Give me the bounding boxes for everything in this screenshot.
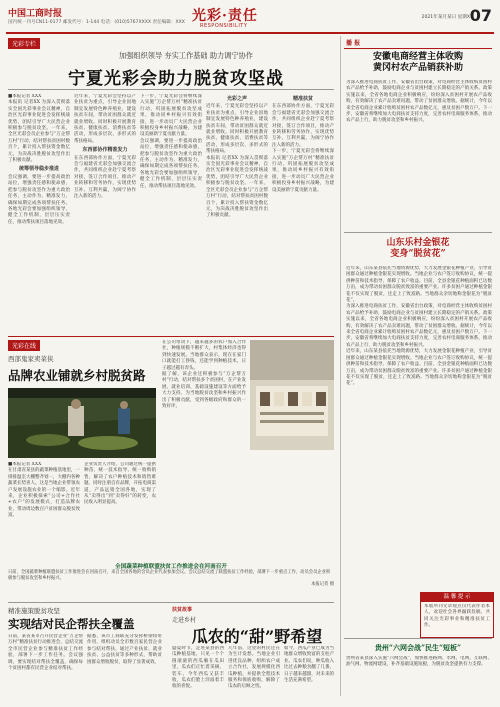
middle-kicker: 西部鬼家卖菜侠: [8, 355, 54, 363]
top-byline: ■本报记者 XXX: [8, 94, 42, 99]
middle-col-3: [162, 340, 246, 450]
meeting-photo: [250, 340, 334, 450]
middle-byline: ■本报记者 XXX: [8, 462, 42, 467]
top-body-3b: 近年来，宁夏光彩会坚持以产业扶贫为重点，引导企业因地制宜发展特色种养殖业，建设扶贫车间，带动贫困群众就近就业增收。同时积极开展教育扶贫、健康扶贫、消费扶贫等活动，形成多层次、多形式的帮扶格局。: [206, 104, 268, 155]
farm-photo: [8, 388, 156, 458]
sidebar-story-3-headline: 贵州“六网会战”民生“短板”: [374, 643, 462, 652]
farm-photo-image: [8, 388, 156, 458]
middle-body-1: 在甘肃省某县的蔬菜种植基地里，一排排温室大棚整齐划一，大棚内各种蔬菜长势喜人。这是当地企业带领农户发展设施农业的一个缩影。近年来，企业积极探索“公司+合作社+农户”的发展模式，打造品牌农业，带动周边数百户贫困群众脱贫致富。: [8, 468, 80, 519]
newspaper-page: [6, 4, 494, 703]
top-body-1b: 本报讯 记者XX 为深入贯彻落实全国光彩事业会议精神，自治区光彩事业促进会发挥统战优势，团结引导广大民营企业积极参与脱贫攻坚。一年来，全区光彩会员企业参与“万企帮万村”行动，结对帮扶贫困村数百个，累计投入帮扶资金数亿元，为决战决胜脱贫攻坚作出了积极贡献。: [206, 155, 268, 219]
middle-body-4: 据了解，该企业还积极参与“万企帮万村”行动，结对帮扶多个贫困村，在产业发展、就业培训、基础设施建设等方面给予大力支持，为当地脱贫攻坚和乡村振兴作出了积极贡献，受到各级政府和群众的一致好评。: [162, 372, 246, 410]
middle-col-1: [8, 462, 80, 560]
top-subhead-1: 统筹领导稳步推进: [18, 166, 59, 173]
top-body-5b: 下一步，宁夏光彩会将继续深入实施“万企帮万村”精准扶贫行动，巩固拓展脱贫攻坚成果，推动同乡村振兴有效衔接，进一步动员广大民营企业积极投身乡村振兴战略，为建设美丽新宁夏贡献力量。: [272, 149, 334, 193]
top-kicker: 加强组织领导 夯实工作基础 助力调宁协作: [119, 51, 253, 60]
bottom-left-body-2: 据悉，该市工商联充分发挥桥梁纽带作用，组织动员全市数百家民营企业参与结对帮扶，通过产业扶贫、就业扶贫、公益扶贫等多种形式，帮助贫困群众增收脱贫，取得了显著成效。: [87, 634, 162, 665]
photo-caption-text: 日前，全国蔬菜种植联盟扶贫工作推进会在河南召开，来自全国各地的会员企业代表参加会议。会议总结交流了联盟扶贫工作经验，部署下一步重点工作，动员会员企业积极参与脱贫攻坚和乡村振兴。: [8, 570, 331, 581]
top-body-4b: 在东西部协作方面，宁夏光彩会与福建省光彩会加强交流合作，共同组织企业赴宁夏考察对接，签订合作项目，推动产业转移和劳务协作，实现优势互补、互利共赢，为闽宁协作注入新的活力。: [272, 104, 334, 148]
bottom-right-headline: 瓜农的“甜”野希望: [191, 627, 323, 646]
bottom-left-headline: 实现结对民企帮扶全覆盖: [8, 617, 135, 631]
sidebar-story-1-headline: 安徽电商经营主体收购 黄冈村农产品销获补助: [372, 52, 463, 73]
photo-credit: 本报记者 摄: [311, 582, 334, 587]
sidebar-story-2-text: 近年来，山东某县依托当地资源优势，大力发展金银花种植产业，引导贫困群众通过种植金银花实现增收。当地企业与农户签订收购协议，统一提供种苗和技术指导，保障了农户收益。目前，全县金银花种植面积已达数万亩，成为带动贫困群众脱贫致富的重要产业。许多贫困户通过种植金银花不仅实现了脱贫，还走上了致富路。当地群众亲切地称金银花为“脱贫花”。: [346, 266, 492, 304]
photo-caption: [8, 564, 334, 588]
top-body-1: 本报讯 记者XX 为深入贯彻落实全国光彩事业会议精神，自治区光彩事业促进会发挥统战优势，团结引导广大民营企业积极参与脱贫攻坚。一年来，全区光彩会员企业参与“万企帮万村”行动，结对帮扶贫困村数百个，累计投入帮扶资金数亿元，为决战决胜脱贫攻坚作出了积极贡献。: [8, 100, 70, 164]
top-rule: [8, 89, 334, 90]
top-body-2: 会议强调，要进一步提高政治站位，增强责任感和使命感，把参与脱贫攻坚作为重大政治任务，主动作为、精准发力，确保如期完成各项帮扶任务。各地光彩会要加强组织领导，健全工作机制，层层压实责任，推动帮扶项目落地见效。: [8, 174, 70, 225]
meeting-photo-image: [250, 340, 334, 450]
middle-column-label: 光彩在线: [8, 340, 40, 351]
sidebar-story-1-body: 为深入推进电商扶贫工作，安徽省出台政策，对电商经营主体收购贫困村农产品给予补助，鼓励电商企业与贫困村建立长期稳定的产销关系。政策实施以来，全省各地电商企业积极响应，纷纷深入贫困村开展农产品收购，有效解决了农产品卖难问题，带动了贫困群众增收。据统计，今年以来全省电商企业累计收购贫困村农产品数亿元，惠及贫困户数万户。下一步，安徽省将继续加大电商扶贫支持力度，完善农村电商服务体系，推动农产品上行，助力脱贫攻坚和乡村振兴。: [346, 80, 492, 124]
sidebar-rule-3: [344, 638, 492, 639]
paper-name: 中国工商时报: [8, 9, 63, 19]
mid-rule: [8, 336, 334, 337]
bottom-left-col-2: [87, 634, 162, 698]
tip-text: 本版所刊文章观点仅代表作者本人，欢迎社会各界踊跃投稿，共同关注光彩事业和精准扶贫工作。: [424, 604, 490, 629]
bottom-left-col-1: [8, 634, 83, 698]
masthead: [6, 4, 494, 34]
middle-body-2: 企业负责人介绍，公司通过统一提供种苗、统一技术指导、统一收购销售，解决了农户种植技术和销售难题。同时注册自有品牌，开拓电商渠道，产品远销全国各地，实现了从“卖得出”到“卖得好”的转变，农民收入明显提高。: [84, 462, 156, 506]
bottom-left-kicker: 精准施策脱贫攻坚: [8, 607, 60, 615]
sidebar-top-rule: [344, 48, 492, 49]
middle-headline: 品牌农业铺就乡村脱贫路: [8, 368, 146, 383]
top-col-1: [8, 94, 70, 332]
bottom-right-body-2: 几年前，这里的村民还在为生计发愁。当地企业引进优良品种，组织农户成立合作社，发展规模化西瓜种植，并提供全程技术服务和保底收购，解除了瓜农的后顾之忧。: [228, 646, 280, 690]
top-subhead-4: 精准扶贫: [292, 96, 313, 102]
bottom-left-body-1: 日前，某省某市召开民营企业“万企帮万村”精准扶贫行动推进会，总结交流全市民营企业参与精准扶贫工作经验，部署下一步工作任务。会议强调，要实现结对帮扶全覆盖，确保每个贫困村都有民营企业结对帮扶。: [8, 634, 83, 672]
sidebar-story-2-cont-2: 近年来，山东某县依托当地资源优势，大力发展金银花种植产业，引导贫困群众通过种植金银花实现增收。当地企业与农户签订收购协议，统一提供种苗和技术指导，保障了农户收益。目前，全县金银花种植面积已达数万亩，成为带动贫困群众脱贫致富的重要产业。许多贫困户通过种植金银花不仅实现了脱贫，还走上了致富路。当地群众亲切地称金银花为“脱贫花”。: [346, 349, 492, 387]
paper-info-line: 国内统一刊号CN11-0177 邮发代号：1-144 电话：(010)5767XXXX 责任编辑：XXX: [8, 20, 185, 25]
top-body-5: 下一步，宁夏光彩会将继续深入实施“万企帮万村”精准扶贫行动，巩固拓展脱贫攻坚成果，推动同乡村振兴有效衔接，进一步动员广大民营企业积极投身乡村振兴战略，为建设美丽新宁夏贡献力量。: [140, 94, 202, 138]
top-body-3: 近年来，宁夏光彩会坚持以产业扶贫为重点，引导企业因地制宜发展特色种养殖业，建设扶贫车间，带动贫困群众就近就业增收。同时积极开展教育扶贫、健康扶贫、消费扶贫等活动，形成多层次、多形式的帮扶格局。: [74, 94, 136, 144]
bottom-right-kicker: 走进乡村: [172, 617, 197, 624]
bottom-right-col-2: [228, 646, 280, 698]
bottom-right-col-1: [172, 646, 224, 698]
page-number: 07: [469, 6, 492, 25]
sidebar-story-3-body: 贵州省某县深入实施“六网会战”，加快推进路网、水网、电网、互联网、油气网、物流网建设，补齐基础设施短板，为脱贫攻坚提供有力支撑。: [346, 656, 492, 668]
top-col-2: [74, 94, 136, 332]
top-col-4: [206, 94, 268, 332]
sidebar-column-label: 播 报: [346, 40, 361, 47]
middle-col-2: [84, 462, 156, 560]
section-english: RESPONSIBILITY: [200, 23, 248, 29]
sidebar-rule-2: [344, 232, 492, 233]
top-subhead-3: 东西部协作精准发力: [82, 147, 128, 154]
photo-caption-title: 全国蔬菜种植联盟扶贫工作推进会在河南召开: [115, 564, 227, 570]
sidebar-story-2-headline: 山东乐村金银花 变身“脱贫花”: [386, 238, 450, 259]
bottom-rule: [8, 602, 334, 603]
top-subhead-2: 光彩之声: [226, 96, 247, 102]
sidebar-story-2-cont: 为深入推进电商扶贫工作，安徽省出台政策，对电商经营主体收购贫困村农产品给予补助，鼓励电商企业与贫困村建立长期稳定的产销关系。政策实施以来，全省各地电商企业积极响应，纷纷深入贫困村开展农产品收购，有效解决了农产品卖难问题，带动了贫困群众增收。据统计，今年以来全省电商企业累计收购贫困村农产品数亿元，惠及贫困户数万户。下一步，安徽省将继续加大电商扶贫支持力度，完善农村电商服务体系，推动农产品上行，助力脱贫攻坚和乡村振兴。: [346, 304, 492, 348]
middle-body-3: 在公司带动下，越来越多的农户加入合作社，种植规模不断扩大，村集体经济也得到快速发展。当地群众表示，现在在家门口就能打工挣钱，还能学到种植技术，日子越过越有奔头。: [162, 340, 246, 371]
sidebar-divider: [340, 36, 341, 696]
top-col-3: [140, 94, 202, 332]
bottom-right-col-3: [284, 646, 334, 698]
top-headline: 宁夏光彩会助力脱贫攻坚战: [68, 69, 284, 89]
section-title: 光彩·责任: [192, 8, 258, 24]
bottom-right-body-1: 盛夏时节，走进某县的西瓜种植基地，只见一个个圆滚滚的西瓜躺在瓜田里，瓜农们正忙着采摘、装车。今年西瓜又获丰收，瓜农们脸上洋溢着丰收的喜悦。: [172, 646, 224, 690]
top-col-5: [272, 94, 334, 332]
bottom-right-column-label: 扶贫故事: [172, 607, 193, 613]
top-body-4: 在东西部协作方面，宁夏光彩会与福建省光彩会加强交流合作，共同组织企业赴宁夏考察对接，签订合作项目，推动产业转移和劳务协作，实现优势互补、互利共赢，为闽宁协作注入新的活力。: [74, 155, 136, 200]
issue-date: 2021年某月某日 星期X: [421, 15, 470, 20]
sidebar-story-2-body: [346, 266, 492, 634]
tip-box: [420, 592, 494, 638]
top-body-2b: 会议强调，要进一步提高政治站位，增强责任感和使命感，把参与脱贫攻坚作为重大政治任务，主动作为、精准发力，确保如期完成各项帮扶任务。各地光彩会要加强组织领导，健全工作机制，层层压实责任，推动帮扶项目落地见效。: [140, 138, 202, 189]
bottom-right-body-3: 如今，西瓜产业已成为当地群众增收致富的支柱产业。瓜农们说，种瓜收入比过去种粮食翻了几番，日子越来越甜，对未来的生活充满希望。: [284, 646, 334, 684]
top-column-label: 光彩专栏: [8, 38, 40, 49]
tip-title: 温 馨 提 示: [421, 593, 493, 602]
